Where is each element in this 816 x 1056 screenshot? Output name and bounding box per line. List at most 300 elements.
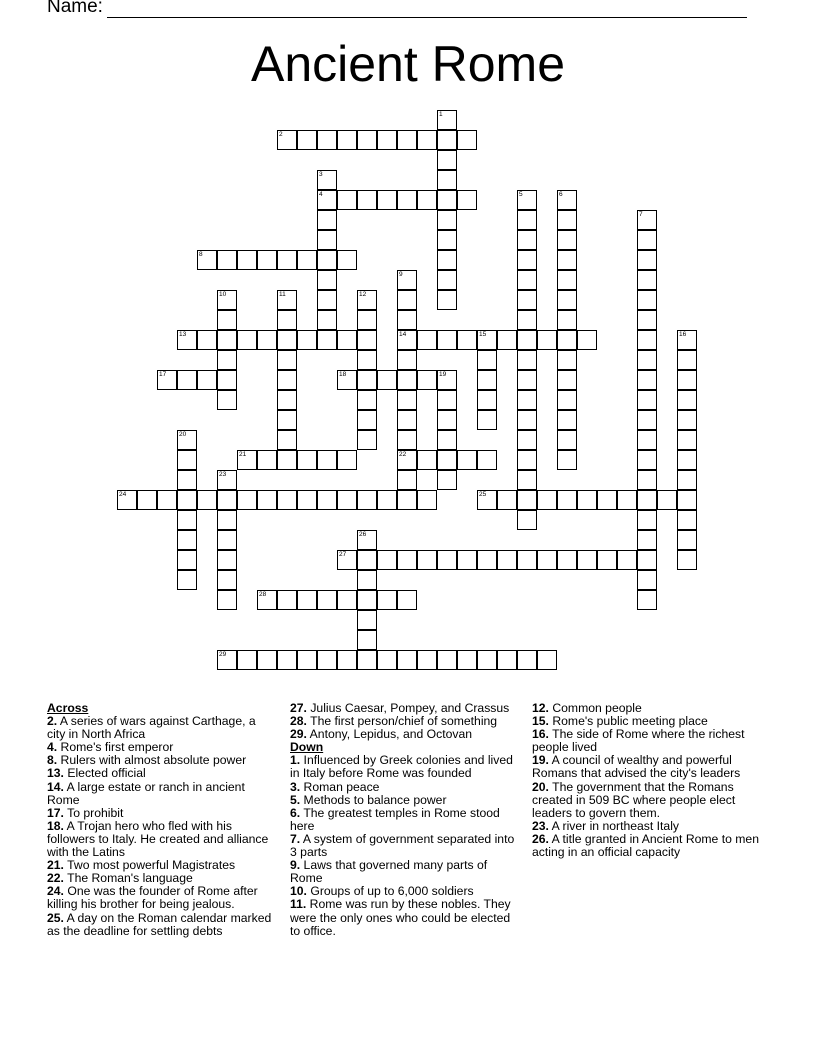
crossword-cell[interactable] (517, 510, 537, 530)
crossword-cell[interactable] (397, 310, 417, 330)
crossword-cell[interactable] (557, 270, 577, 290)
crossword-cell[interactable] (637, 530, 657, 550)
clue-number: 18 (339, 371, 347, 378)
crossword-cell[interactable] (257, 590, 277, 610)
crossword-cell[interactable] (477, 330, 497, 350)
crossword-cell[interactable] (357, 290, 377, 310)
crossword-cell[interactable] (177, 450, 197, 470)
crossword-cell[interactable] (317, 270, 337, 290)
crossword-cell[interactable] (517, 350, 537, 370)
crossword-cell[interactable] (557, 250, 577, 270)
crossword-cell[interactable] (477, 410, 497, 430)
crossword-cell[interactable] (517, 410, 537, 430)
across-clue (290, 728, 518, 741)
clue-number-label: 12. (532, 701, 549, 715)
crossword-cell[interactable] (457, 190, 477, 210)
crossword-cell[interactable] (517, 550, 537, 570)
down-heading: Down (290, 740, 324, 755)
crossword-cell[interactable] (357, 570, 377, 590)
crossword-cell[interactable] (397, 190, 417, 210)
clue-number-label: 1. (290, 753, 301, 768)
crossword-cell[interactable] (497, 550, 517, 570)
crossword-cell[interactable] (217, 250, 237, 270)
crossword-cell[interactable] (677, 430, 697, 450)
crossword-cell[interactable] (437, 250, 457, 270)
crossword-cell[interactable] (297, 650, 317, 670)
crossword-cell[interactable] (177, 510, 197, 530)
clue-number: 8 (199, 251, 203, 258)
crossword-cell[interactable] (357, 390, 377, 410)
crossword-cell[interactable] (377, 490, 397, 510)
crossword-cell[interactable] (337, 550, 357, 570)
crossword-cell[interactable] (257, 250, 277, 270)
crossword-cell[interactable] (637, 370, 657, 390)
crossword-cell[interactable] (517, 210, 537, 230)
crossword-cell[interactable] (177, 370, 197, 390)
crossword-cell[interactable] (437, 270, 457, 290)
clue-number-label: 2. (47, 714, 58, 729)
crossword-cell[interactable] (137, 490, 157, 510)
clue-number: 3 (319, 171, 323, 178)
crossword-cell[interactable] (457, 130, 477, 150)
crossword-cell[interactable] (377, 190, 397, 210)
crossword-cell[interactable] (277, 650, 297, 670)
crossword-cell[interactable] (557, 350, 577, 370)
crossword-cell[interactable] (317, 450, 337, 470)
crossword-cell[interactable] (517, 370, 537, 390)
crossword-cell[interactable] (637, 430, 657, 450)
crossword-cell[interactable] (277, 390, 297, 410)
crossword-cell[interactable] (637, 590, 657, 610)
crossword-cell[interactable] (677, 450, 697, 470)
crossword-cell[interactable] (277, 410, 297, 430)
crossword-cell[interactable] (597, 550, 617, 570)
crossword-cell[interactable] (337, 190, 357, 210)
crossword-cell[interactable] (577, 550, 597, 570)
crossword-cell[interactable] (477, 450, 497, 470)
crossword-cell[interactable] (357, 330, 377, 350)
crossword-cell[interactable] (217, 590, 237, 610)
crossword-cell[interactable] (317, 190, 337, 210)
down-clue (532, 728, 764, 754)
crossword-cell[interactable] (357, 630, 377, 650)
crossword-cell[interactable] (237, 450, 257, 470)
crossword-cell[interactable] (337, 650, 357, 670)
crossword-cell[interactable] (637, 470, 657, 490)
crossword-cell[interactable] (537, 650, 557, 670)
crossword-cell[interactable] (157, 490, 177, 510)
crossword-cell[interactable] (517, 650, 537, 670)
crossword-cell[interactable] (397, 370, 417, 390)
crossword-cell[interactable] (237, 490, 257, 510)
crossword-cell[interactable] (317, 210, 337, 230)
crossword-cell[interactable] (297, 250, 317, 270)
crossword-cell[interactable] (357, 430, 377, 450)
crossword-cell[interactable] (317, 170, 337, 190)
crossword-cell[interactable] (477, 390, 497, 410)
crossword-cell[interactable] (617, 550, 637, 570)
crossword-cell[interactable] (437, 210, 457, 230)
crossword-cell[interactable] (397, 430, 417, 450)
crossword-cell[interactable] (477, 550, 497, 570)
crossword-cell[interactable] (317, 490, 337, 510)
crossword-cell[interactable] (597, 490, 617, 510)
crossword-cell[interactable] (237, 330, 257, 350)
crossword-cell[interactable] (317, 590, 337, 610)
clue-number: 26 (359, 531, 367, 538)
crossword-cell[interactable] (457, 650, 477, 670)
crossword-cell[interactable] (217, 290, 237, 310)
crossword-cell[interactable] (437, 190, 457, 210)
crossword-cell[interactable] (357, 550, 377, 570)
crossword-cell[interactable] (637, 330, 657, 350)
crossword-cell[interactable] (637, 210, 657, 230)
crossword-cell[interactable] (677, 390, 697, 410)
crossword-cell[interactable] (277, 370, 297, 390)
crossword-cell[interactable] (317, 130, 337, 150)
crossword-cell[interactable] (517, 230, 537, 250)
crossword-cell[interactable] (277, 290, 297, 310)
crossword-cell[interactable] (497, 650, 517, 670)
crossword-cell[interactable] (437, 550, 457, 570)
crossword-cell[interactable] (157, 370, 177, 390)
crossword-cell[interactable] (277, 130, 297, 150)
crossword-cell[interactable] (497, 330, 517, 350)
clue-number-label: 29. (290, 727, 307, 742)
clue-number: 24 (119, 491, 127, 498)
crossword-cell[interactable] (257, 450, 277, 470)
crossword-cell[interactable] (437, 390, 457, 410)
crossword-cell[interactable] (637, 550, 657, 570)
crossword-cell[interactable] (257, 330, 277, 350)
crossword-cell[interactable] (557, 410, 577, 430)
crossword-cell[interactable] (637, 390, 657, 410)
crossword-cell[interactable] (457, 450, 477, 470)
clue-number-label: 4. (47, 740, 58, 755)
crossword-cell[interactable] (637, 570, 657, 590)
crossword-cell[interactable] (397, 650, 417, 670)
crossword-cell[interactable] (317, 230, 337, 250)
down-clue (532, 833, 764, 859)
crossword-cell[interactable] (437, 230, 457, 250)
crossword-cell[interactable] (417, 330, 437, 350)
crossword-cell[interactable] (177, 530, 197, 550)
crossword-cell[interactable] (397, 490, 417, 510)
crossword-cell[interactable] (517, 330, 537, 350)
crossword-cell[interactable] (277, 490, 297, 510)
across-clue (47, 715, 272, 741)
crossword-cell[interactable] (457, 550, 477, 570)
crossword-cell[interactable] (277, 430, 297, 450)
crossword-cell[interactable] (437, 370, 457, 390)
crossword-cell[interactable] (517, 430, 537, 450)
crossword-cell[interactable] (217, 530, 237, 550)
crossword-cell[interactable] (437, 410, 457, 430)
clue-number: 27 (339, 551, 347, 558)
crossword-cell[interactable] (537, 330, 557, 350)
crossword-cell[interactable] (177, 490, 197, 510)
crossword-cell[interactable] (217, 470, 237, 490)
crossword-cell[interactable] (297, 330, 317, 350)
crossword-cell[interactable] (357, 310, 377, 330)
crossword-cell[interactable] (357, 490, 377, 510)
clue-text: Two most powerful Magistrates (63, 858, 236, 873)
crossword-cell[interactable] (357, 370, 377, 390)
crossword-cell[interactable] (397, 330, 417, 350)
crossword-cell[interactable] (517, 450, 537, 470)
crossword-cell[interactable] (437, 470, 457, 490)
crossword-cell[interactable] (197, 490, 217, 510)
crossword-cell[interactable] (557, 450, 577, 470)
clues-column-1 (47, 702, 272, 938)
crossword-cell[interactable] (517, 250, 537, 270)
crossword-cell[interactable] (337, 490, 357, 510)
crossword-cell[interactable] (397, 550, 417, 570)
crossword-cell[interactable] (237, 250, 257, 270)
crossword-cell[interactable] (437, 170, 457, 190)
crossword-cell[interactable] (217, 510, 237, 530)
crossword-cell[interactable] (617, 490, 637, 510)
crossword-cell[interactable] (337, 250, 357, 270)
crossword-cell[interactable] (377, 550, 397, 570)
crossword-cell[interactable] (677, 530, 697, 550)
crossword-cell[interactable] (417, 490, 437, 510)
crossword-cell[interactable] (417, 550, 437, 570)
crossword-cell[interactable] (517, 470, 537, 490)
crossword-cell[interactable] (437, 430, 457, 450)
crossword-cell[interactable] (257, 490, 277, 510)
crossword-cell[interactable] (377, 650, 397, 670)
crossword-cell[interactable] (397, 590, 417, 610)
crossword-cell[interactable] (637, 490, 657, 510)
clue-number-label: 17. (47, 805, 64, 820)
crossword-cell[interactable] (177, 430, 197, 450)
crossword-cell[interactable] (517, 190, 537, 210)
crossword-cell[interactable] (377, 370, 397, 390)
crossword-cell[interactable] (477, 370, 497, 390)
crossword-cell[interactable] (437, 150, 457, 170)
crossword-cell[interactable] (357, 610, 377, 630)
crossword-cell[interactable] (517, 270, 537, 290)
crossword-cell[interactable] (297, 450, 317, 470)
crossword-cell[interactable] (177, 550, 197, 570)
crossword-cell[interactable] (397, 450, 417, 470)
crossword-cell[interactable] (557, 290, 577, 310)
crossword-cell[interactable] (357, 130, 377, 150)
crossword-cell[interactable] (437, 450, 457, 470)
crossword-cell[interactable] (677, 350, 697, 370)
crossword-cell[interactable] (637, 410, 657, 430)
crossword-cell[interactable] (537, 550, 557, 570)
crossword-cell[interactable] (557, 310, 577, 330)
crossword-cell[interactable] (317, 650, 337, 670)
crossword-cell[interactable] (577, 330, 597, 350)
clue-number-label: 15. (532, 714, 549, 729)
crossword-cell[interactable] (677, 490, 697, 510)
crossword-cell[interactable] (557, 230, 577, 250)
crossword-cell[interactable] (397, 130, 417, 150)
crossword-cell[interactable] (417, 370, 437, 390)
across-clue (47, 885, 272, 911)
crossword-cell[interactable] (297, 590, 317, 610)
crossword-cell[interactable] (197, 370, 217, 390)
crossword-cell[interactable] (557, 210, 577, 230)
crossword-cell[interactable] (117, 490, 137, 510)
crossword-cell[interactable] (637, 250, 657, 270)
crossword-cell[interactable] (217, 330, 237, 350)
clue-number: 16 (679, 331, 687, 338)
crossword-cell[interactable] (357, 410, 377, 430)
crossword-cell[interactable] (317, 290, 337, 310)
crossword-cell[interactable] (557, 330, 577, 350)
crossword-cell[interactable] (357, 190, 377, 210)
crossword-cell[interactable] (437, 110, 457, 130)
crossword-cell[interactable] (317, 310, 337, 330)
crossword-cell[interactable] (217, 350, 237, 370)
across-clue (47, 912, 272, 938)
crossword-cell[interactable] (497, 490, 517, 510)
crossword-cell[interactable] (397, 350, 417, 370)
down-clue (290, 754, 518, 780)
crossword-cell[interactable] (317, 330, 337, 350)
crossword-cell[interactable] (677, 470, 697, 490)
crossword-cell[interactable] (637, 230, 657, 250)
crossword-cell[interactable] (637, 450, 657, 470)
crossword-cell[interactable] (417, 450, 437, 470)
crossword-cell[interactable] (197, 330, 217, 350)
crossword-cell[interactable] (557, 550, 577, 570)
crossword-cell[interactable] (177, 570, 197, 590)
clue-number-label: 14. (47, 779, 64, 794)
crossword-cell[interactable] (437, 330, 457, 350)
crossword-cell[interactable] (217, 390, 237, 410)
crossword-cell[interactable] (537, 490, 557, 510)
crossword-cell[interactable] (277, 450, 297, 470)
clue-text: Rulers with almost absolute power (57, 753, 247, 768)
crossword-cell[interactable] (517, 290, 537, 310)
crossword-cell[interactable] (357, 590, 377, 610)
crossword-cell[interactable] (397, 270, 417, 290)
clue-number: 13 (179, 331, 187, 338)
crossword-cell[interactable] (437, 290, 457, 310)
clue-number: 15 (479, 331, 487, 338)
crossword-cell[interactable] (457, 330, 477, 350)
crossword-cell[interactable] (297, 490, 317, 510)
crossword-cell[interactable] (237, 650, 257, 670)
crossword-cell[interactable] (217, 370, 237, 390)
crossword-cell[interactable] (417, 650, 437, 670)
crossword-cell[interactable] (557, 430, 577, 450)
crossword-cell[interactable] (277, 330, 297, 350)
crossword-cell[interactable] (477, 650, 497, 670)
crossword-cell[interactable] (337, 330, 357, 350)
crossword-cell[interactable] (557, 370, 577, 390)
crossword-cell[interactable] (357, 650, 377, 670)
clue-number: 14 (399, 331, 407, 338)
crossword-cell[interactable] (557, 190, 577, 210)
crossword-cell[interactable] (657, 490, 677, 510)
clue-number-label: 23. (532, 818, 549, 833)
crossword-cell[interactable] (677, 550, 697, 570)
crossword-cell[interactable] (377, 130, 397, 150)
crossword-cell[interactable] (357, 530, 377, 550)
clues-column-2 (290, 702, 518, 938)
crossword-cell[interactable] (177, 330, 197, 350)
crossword-cell[interactable] (557, 390, 577, 410)
crossword-cell[interactable] (577, 490, 597, 510)
clue-text: One was the founder of Rome after killing his brother for being jealous. (47, 884, 258, 912)
crossword-cell[interactable] (257, 650, 277, 670)
crossword-cell[interactable] (197, 250, 217, 270)
crossword-cell[interactable] (637, 310, 657, 330)
crossword-cell[interactable] (637, 270, 657, 290)
crossword-cell[interactable] (277, 250, 297, 270)
crossword-cell[interactable] (277, 310, 297, 330)
crossword-cell[interactable] (517, 490, 537, 510)
clue-number-label: 9. (290, 858, 301, 873)
crossword-cell[interactable] (317, 250, 337, 270)
crossword-cell[interactable] (677, 370, 697, 390)
crossword-cell[interactable] (397, 410, 417, 430)
crossword-cell[interactable] (637, 350, 657, 370)
clues-column-3 (532, 702, 764, 859)
clue-text: Roman peace (300, 779, 380, 794)
clue-text: Rome's first emperor (57, 740, 174, 755)
crossword-cell[interactable] (677, 410, 697, 430)
crossword-cell[interactable] (377, 590, 397, 610)
crossword-cell[interactable] (477, 350, 497, 370)
crossword-cell[interactable] (217, 490, 237, 510)
clue-text: Elected official (63, 766, 146, 781)
crossword-cell[interactable] (637, 510, 657, 530)
crossword-cell[interactable] (557, 490, 577, 510)
crossword-cell[interactable] (517, 310, 537, 330)
crossword-cell[interactable] (217, 570, 237, 590)
crossword-cell[interactable] (397, 290, 417, 310)
crossword-cell[interactable] (437, 650, 457, 670)
clue-text: Groups of up to 6,000 soldiers (306, 884, 474, 899)
crossword-cell[interactable] (637, 290, 657, 310)
crossword-cell[interactable] (357, 350, 377, 370)
crossword-cell[interactable] (217, 650, 237, 670)
crossword-cell[interactable] (337, 450, 357, 470)
crossword-cell[interactable] (677, 510, 697, 530)
clue-number-label: 5. (290, 792, 301, 807)
clue-text: A large estate or ranch in ancient Rome (47, 779, 245, 807)
crossword-cell[interactable] (337, 590, 357, 610)
crossword-cell[interactable] (297, 130, 317, 150)
crossword-cell[interactable] (397, 390, 417, 410)
crossword-cell[interactable] (277, 590, 297, 610)
crossword-cell[interactable] (217, 550, 237, 570)
crossword-cell[interactable] (417, 130, 437, 150)
crossword-cell[interactable] (517, 390, 537, 410)
crossword-cell[interactable] (417, 190, 437, 210)
clue-text: The first person/chief of something (306, 714, 498, 729)
crossword-cell[interactable] (337, 130, 357, 150)
clue-number-label: 18. (47, 818, 64, 833)
clue-text: A system of government separated into 3 parts (290, 831, 515, 860)
crossword-cell[interactable] (177, 470, 197, 490)
clue-number: 12 (359, 291, 367, 298)
crossword-cell[interactable] (397, 470, 417, 490)
crossword-cell[interactable] (277, 350, 297, 370)
crossword-cell[interactable] (437, 130, 457, 150)
crossword-cell[interactable] (477, 490, 497, 510)
crossword-cell[interactable] (337, 370, 357, 390)
crossword-cell[interactable] (217, 310, 237, 330)
crossword-cell[interactable] (677, 330, 697, 350)
